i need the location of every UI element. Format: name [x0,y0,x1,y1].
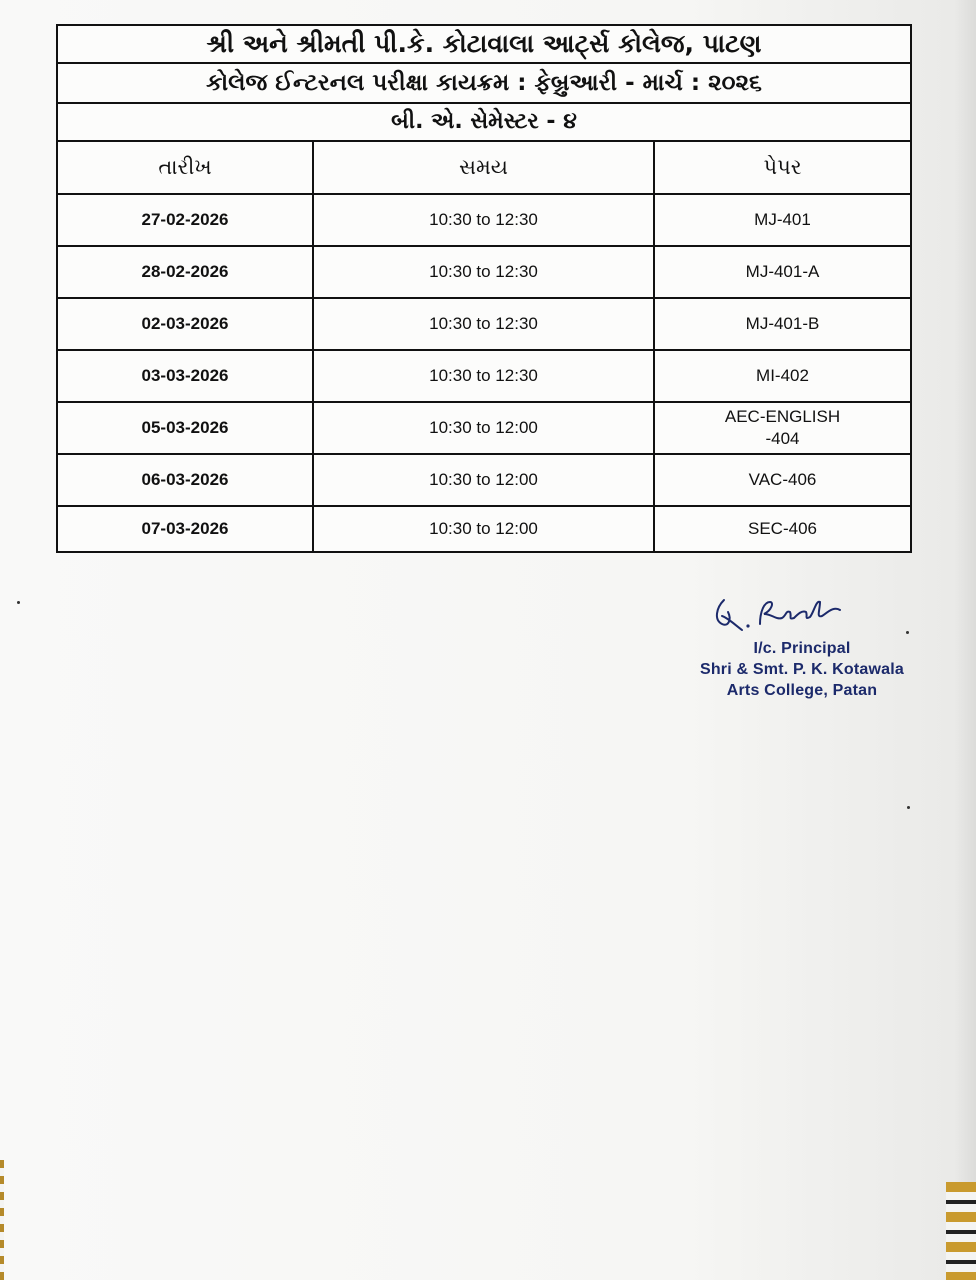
exam-title: કોલેજ ઈન્ટરનલ પરીક્ષા કાયક્રમ : ફેબ્રુઆરી - માર્ચ : ૨૦૨૬ [58,64,910,104]
principal-signature-block [682,590,922,701]
column-header-time: સમય [313,142,654,194]
schedule-grid [58,142,910,551]
row-paper-line1: AEC-ENGLISH [724,407,841,426]
row-date: 07-03-2026 [58,506,313,551]
semester-title: બી. એ. સેમેસ્ટર - ૪ [58,104,910,142]
table-row [58,246,910,298]
scan-speck [17,601,20,604]
row-paper: MI-402 [654,350,910,402]
column-header-row [58,142,910,194]
row-time: 10:30 to 12:30 [313,246,654,298]
handwritten-signature [702,590,852,638]
row-paper-line2: -404 [765,429,800,448]
page-edge-shadow [954,0,976,1280]
table-row [58,454,910,506]
table-row [58,350,910,402]
row-date: 05-03-2026 [58,402,313,454]
row-paper: MJ-401 [654,194,910,246]
row-date: 28-02-2026 [58,246,313,298]
row-date: 03-03-2026 [58,350,313,402]
row-time: 10:30 to 12:30 [313,194,654,246]
row-paper: MJ-401-B [654,298,910,350]
row-time: 10:30 to 12:30 [313,350,654,402]
row-time: 10:30 to 12:00 [313,454,654,506]
scan-left-edge-strip [0,1160,4,1280]
scan-edge-strip [946,1182,976,1280]
row-time: 10:30 to 12:00 [313,506,654,551]
row-paper [654,402,910,454]
column-header-date: તારીખ [58,142,313,194]
row-date: 27-02-2026 [58,194,313,246]
table-row [58,194,910,246]
row-time: 10:30 to 12:30 [313,298,654,350]
signatory-college-line1: Shri & Smt. P. K. Kotawala [699,661,905,678]
column-header-paper: પેપર [654,142,910,194]
signatory-college-line2: Arts College, Patan [726,682,878,699]
row-date: 02-03-2026 [58,298,313,350]
table-row [58,506,910,551]
signatory-title: I/c. Principal [753,640,851,657]
row-paper: VAC-406 [654,454,910,506]
table-row [58,298,910,350]
row-paper: SEC-406 [748,519,817,538]
scan-speck [907,806,910,809]
row-paper: MJ-401-A [654,246,910,298]
exam-schedule-table [56,24,912,553]
table-row [58,402,910,454]
row-time: 10:30 to 12:00 [313,402,654,454]
row-date: 06-03-2026 [58,454,313,506]
college-name: શ્રી અને શ્રીમતી પી.કે. કોટાવાલા આર્ટ્સ કોલેજ, પાટણ [58,26,910,64]
